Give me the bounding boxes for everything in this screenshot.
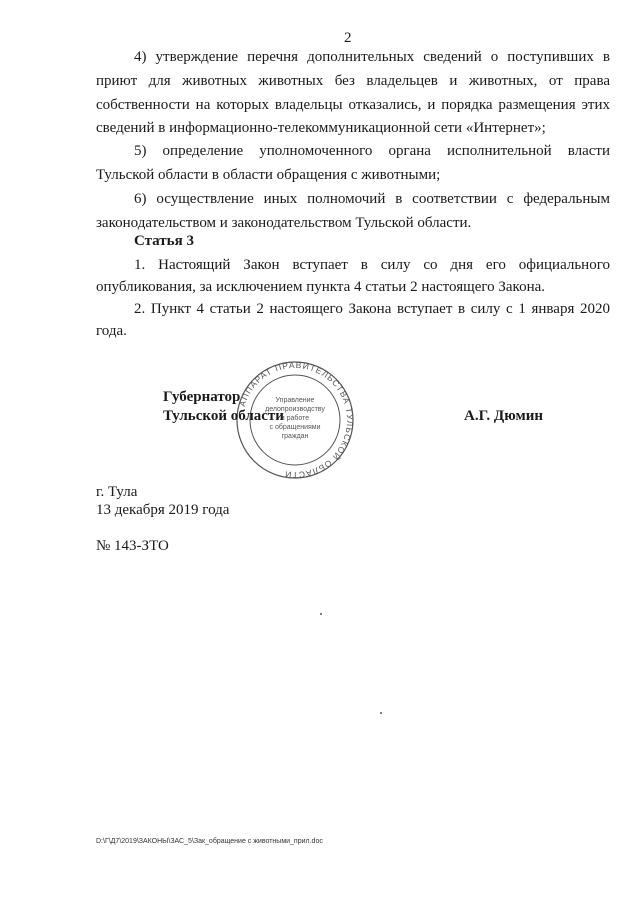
scan-speck	[380, 712, 382, 714]
body-line: приют для животных животных без владельцев и животных, от права	[96, 73, 610, 89]
date: 13 декабря 2019 года	[96, 502, 230, 518]
footer-file-path: D:\Г\Д7\2019\ЗАКОНЫ\ЗАС_5\Зак_обращение с животными_прил.doc	[96, 838, 323, 845]
stamp-center-line: Управление	[275, 397, 315, 404]
stamp-ring-text: АППАРАТ ПРАВИТЕЛЬСТВА ТУЛЬСКОЙ ОБЛАСТИ	[236, 360, 356, 480]
stamp-center-line: и работе	[280, 415, 310, 422]
body-line: собственности на которых владельцы отказались, и порядка размещения этих	[96, 97, 610, 113]
law-number: № 143-ЗТО	[96, 538, 169, 554]
article-line: года.	[96, 323, 127, 339]
body-line: 5) определение уполномоченного органа исполнительной власти	[134, 143, 610, 159]
signature-name: А.Г. Дюмин	[464, 408, 544, 424]
stamp-center-line: с обращениями	[269, 424, 321, 431]
body-line: 4) утверждение перечня дополнительных сведений о поступивших в	[134, 49, 610, 65]
signature-position: Тульской области	[163, 408, 284, 424]
article-line: 1. Настоящий Закон вступает в силу со дня его официального	[134, 257, 610, 273]
body-line: Тульской области в области обращения с животными;	[96, 167, 441, 183]
stamp-center-line: делопроизводству	[265, 406, 325, 413]
signature-position: Губернатор	[163, 389, 241, 405]
body-line: законодательством и законодательством Тульской области.	[96, 215, 472, 231]
body-line: сведений в информационно-телекоммуникационной сети «Интернет»;	[96, 120, 546, 136]
article-title: Статья 3	[134, 233, 194, 249]
place: г. Тула	[96, 484, 138, 500]
page-number: 2	[344, 30, 352, 46]
article-line: 2. Пункт 4 статьи 2 настоящего Закона вступает в силу с 1 января 2020	[134, 301, 610, 317]
stamp-center-line: граждан	[281, 433, 309, 440]
body-line: 6) осуществление иных полномочий в соответствии с федеральным	[134, 191, 610, 207]
scan-speck	[320, 613, 322, 615]
article-line: опубликования, за исключением пункта 4 статьи 2 настоящего Закона.	[96, 279, 546, 295]
